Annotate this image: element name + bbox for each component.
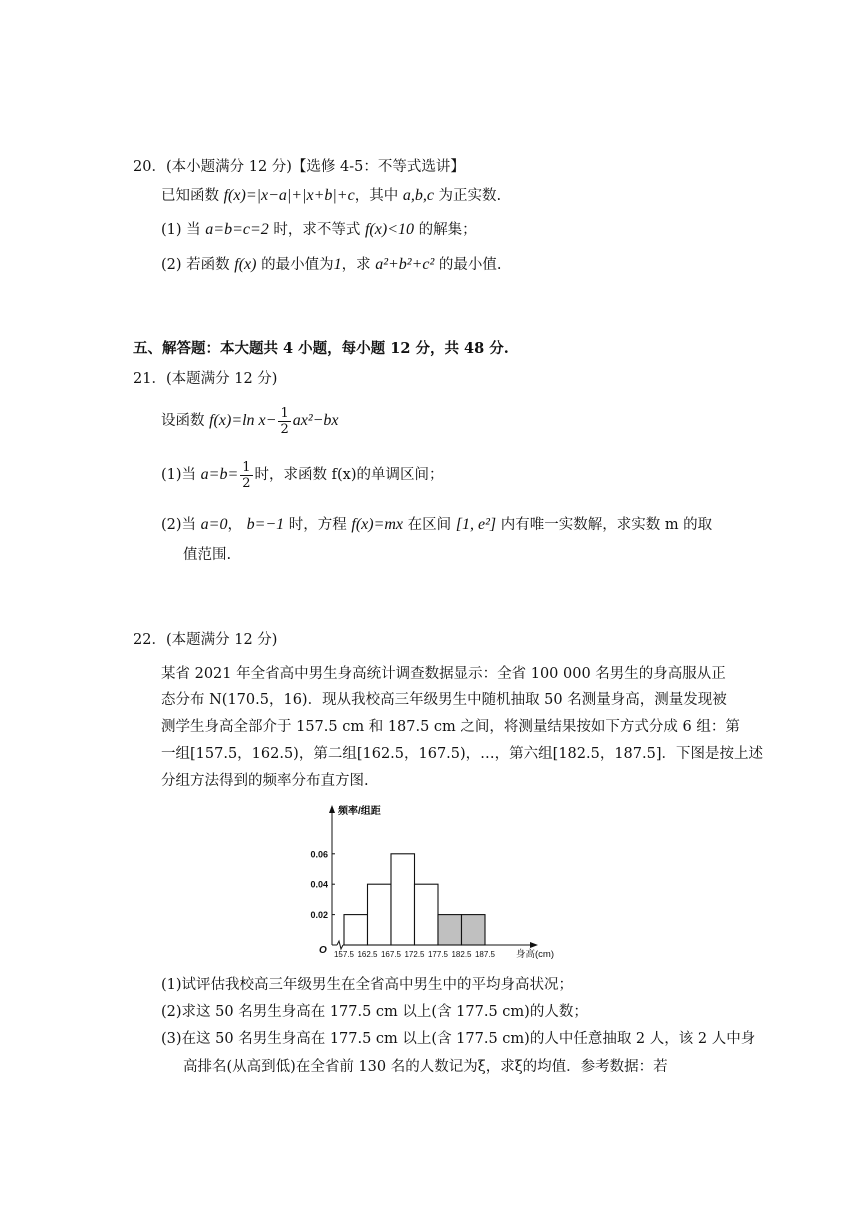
fraction-half: $\frac{1}{2}$ <box>280 405 289 437</box>
q22-stem-line5: 分组方法得到的频率分布直方图. <box>161 773 369 789</box>
q22-part1: (1)试评估我校高三年级男生在全省高中男生中的平均身高状况； <box>161 977 574 993</box>
x-axis-arrow <box>530 942 538 948</box>
histogram-bar <box>344 915 368 945</box>
q21-part1: (1)当 a=b= $\frac{1}{2}$ 时，求函数 f(x)的单调区间； <box>161 459 444 491</box>
x-tick-label: 157.5 <box>333 950 355 959</box>
q20-part2: (2) 若函数 f(x) 的最小值为1，求 a²+b²+c² 的最小值. <box>161 256 502 273</box>
x-axis-label: 身高(cm) <box>516 949 554 960</box>
fraction-half: $\frac{1}{2}$ <box>242 459 251 491</box>
q22-header: 22．(本题满分 12 分) <box>133 632 278 648</box>
q20-header: 20．(本小题满分 12 分)【选修 4-5：不等式选讲】 <box>133 159 465 175</box>
q22-stem-line3: 测学生身高全部介于 157.5 cm 和 187.5 cm 之间，将测量结果按如下方式分成 6 组：第 <box>161 719 740 735</box>
y-tick-label: 0.06 <box>310 849 328 860</box>
histogram-bar <box>415 884 439 945</box>
x-tick-label: 167.5 <box>380 950 402 959</box>
q22-stem-line2: 态分布 N(170.5，16)．现从我校高三年级男生中随机抽取 50 名测量身高，测量发现被 <box>161 692 727 708</box>
y-axis-arrow <box>329 805 335 813</box>
q22-part3-line2: 高排名(从高到低)在全省前 130 名的人数记为ξ，求ξ的均值．参考数据：若 <box>183 1059 668 1075</box>
q20-part1: (1) 当 a=b=c=2 时，求不等式 f(x)<10 的解集； <box>161 221 477 238</box>
x-tick-label: 172.5 <box>404 950 425 959</box>
q21-header: 21．(本题满分 12 分) <box>133 371 278 387</box>
x-tick-label: 177.5 <box>427 950 449 959</box>
y-axis-label: 频率/组距 <box>338 806 381 817</box>
q21-stem: 设函数 f(x)=ln x− $\frac{1}{2}$ ax²−bx <box>161 405 339 437</box>
y-tick-label: 0.02 <box>310 910 328 921</box>
histogram-bar <box>368 884 392 945</box>
x-tick-label: 182.5 <box>451 950 472 959</box>
origin-label: O <box>319 945 327 956</box>
x-tick-label: 162.5 <box>357 950 378 959</box>
q22-stem-line4: 一组[157.5，162.5)，第二组[162.5，167.5)，…，第六组[182.5，187.5]．下图是按上述 <box>161 746 764 762</box>
q22-stem-line1: 某省 2021 年全省高中男生身高统计调查数据显示：全省 100 000 名男生的身高服从正 <box>161 666 726 682</box>
x-axis-break <box>337 941 343 949</box>
q21-part2-cont: 值范围. <box>183 547 232 563</box>
histogram-bar <box>438 915 462 945</box>
histogram-bar <box>462 915 486 945</box>
histogram-bar <box>391 854 415 945</box>
x-tick-label: 187.5 <box>474 950 496 959</box>
section-title: 五、解答题：本大题共 4 小题，每小题 12 分，共 48 分. <box>133 340 509 357</box>
q21-part2: (2)当 a=0， b=−1 时，方程 f(x)=mx 在区间 [1, e²] 内有唯一实数解，求实数 m 的取 <box>161 516 713 533</box>
q22-part3-line1: (3)在这 50 名男生身高在 177.5 cm 以上(含 177.5 cm)的人中任意抽取 2 人，该 2 人中身 <box>161 1031 756 1047</box>
q22-part2: (2)求这 50 名男生身高在 177.5 cm 以上(含 177.5 cm)的人数； <box>161 1004 588 1020</box>
q20-stem: 已知函数 f(x)=|x−a|+|x+b|+c，其中 a,b,c 为正实数. <box>161 187 502 204</box>
frequency-histogram <box>310 800 570 965</box>
y-tick-label: 0.04 <box>310 879 328 890</box>
